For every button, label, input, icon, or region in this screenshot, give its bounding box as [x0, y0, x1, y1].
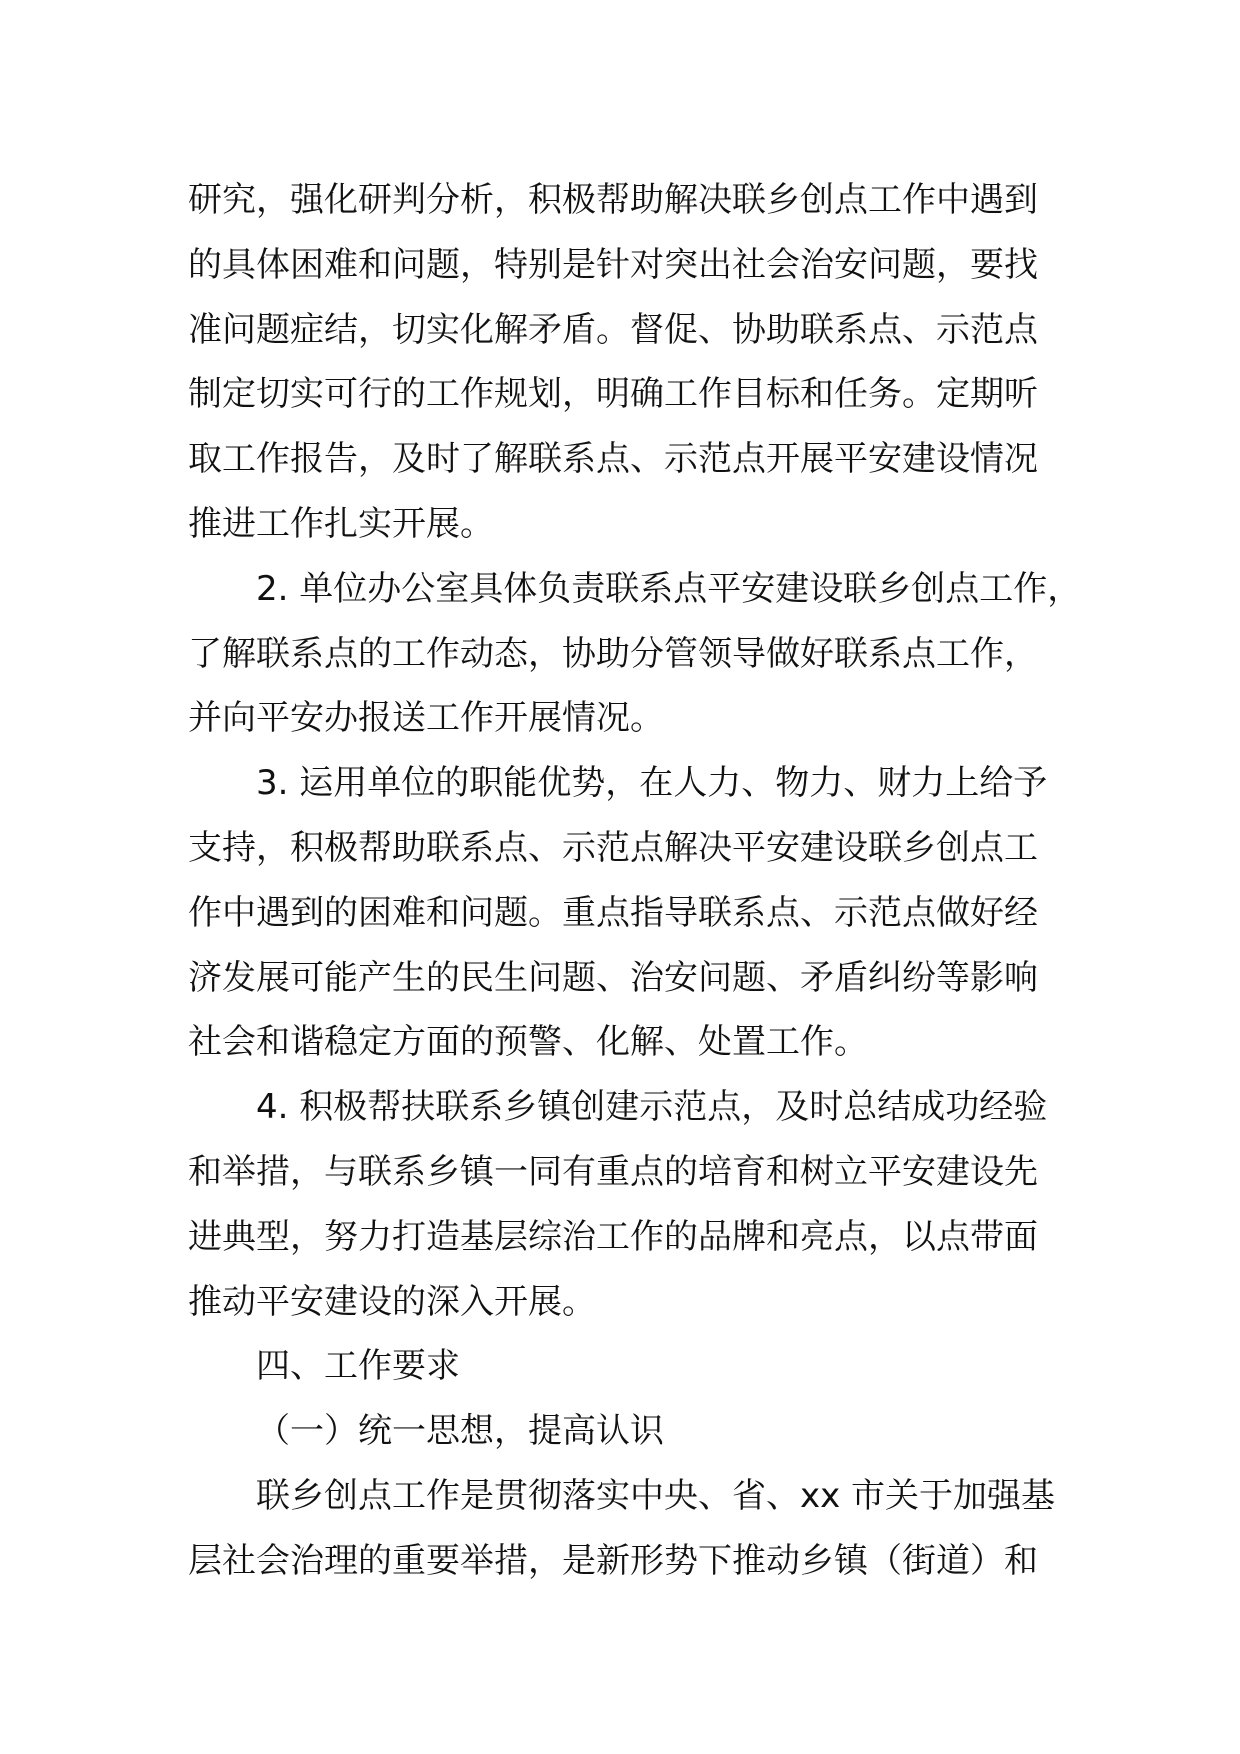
- numbered-item-3: 3. 运用单位的职能优势，在人力、物力、财力上给予: [256, 763, 1048, 804]
- text-line: 和举措，与联系乡镇一同有重点的培育和树立平安建设先: [188, 1151, 1038, 1192]
- text-line: 社会和谐稳定方面的预警、化解、处置工作。: [188, 1022, 868, 1063]
- text-line: 并向平安办报送工作开展情况。: [188, 698, 664, 739]
- text-line: 推动平安建设的深入开展。: [188, 1281, 596, 1322]
- subsection-heading: （一）统一思想，提高认识: [256, 1411, 664, 1452]
- document-body: [188, 168, 1082, 1594]
- text-line: 作中遇到的困难和问题。重点指导联系点、示范点做好经: [188, 892, 1038, 933]
- text-line: 准问题症结，切实化解矛盾。督促、协助联系点、示范点: [188, 309, 1038, 350]
- text-line: 研究，强化研判分析，积极帮助解决联乡创点工作中遇到: [188, 180, 1038, 220]
- paragraph-start: 联乡创点工作是贯彻落实中央、省、xx 市关于加强基: [256, 1475, 1056, 1516]
- section-heading: 四、工作要求: [256, 1346, 460, 1387]
- text-line: 济发展可能产生的民生问题、治安问题、矛盾纠纷等影响: [188, 957, 1038, 998]
- text-line: 推进工作扎实开展。: [188, 503, 494, 544]
- text-line: 制定切实可行的工作规划，明确工作目标和任务。定期听: [188, 374, 1038, 415]
- text-line: 了解联系点的工作动态，协助分管领导做好联系点工作，: [188, 633, 1038, 674]
- numbered-item-2: 2. 单位办公室具体负责联系点平安建设联乡创点工作，: [256, 568, 1082, 609]
- text-line: 进典型，努力打造基层综治工作的品牌和亮点，以点带面: [188, 1216, 1038, 1257]
- numbered-item-4: 4. 积极帮扶联系乡镇创建示范点，及时总结成功经验: [256, 1087, 1048, 1128]
- text-line: 层社会治理的重要举措，是新形势下推动乡镇（街道）和: [188, 1540, 1038, 1581]
- text-line: 取工作报告，及时了解联系点、示范点开展平安建设情况: [188, 439, 1038, 480]
- text-line: 的具体困难和问题，特别是针对突出社会治安问题，要找: [188, 244, 1038, 285]
- text-line: 支持，积极帮助联系点、示范点解决平安建设联乡创点工: [188, 827, 1038, 868]
